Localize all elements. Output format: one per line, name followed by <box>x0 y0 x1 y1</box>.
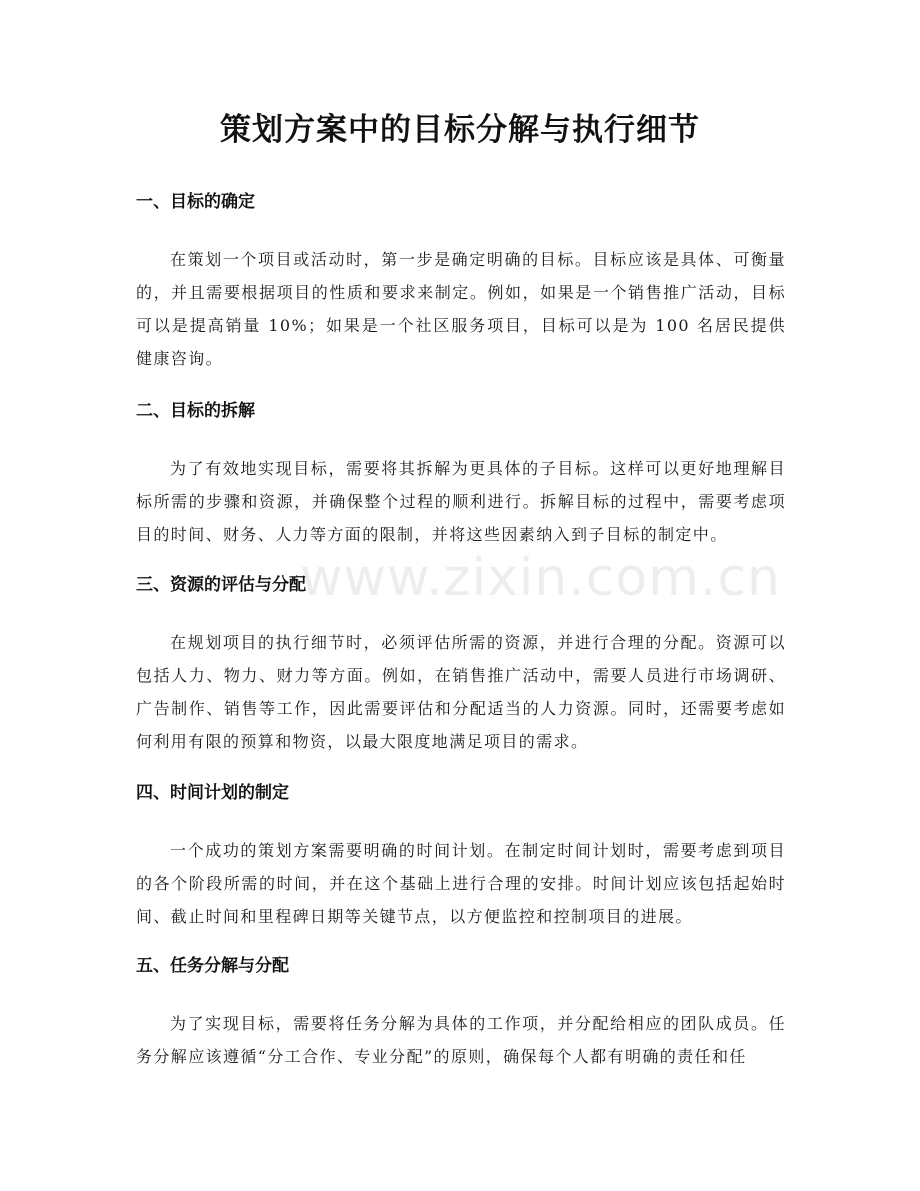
section-goal-setting <box>136 189 786 375</box>
section-heading: 五、任务分解与分配 <box>136 956 289 976</box>
section-heading: 二、目标的拆解 <box>136 401 255 421</box>
section-resource-allocation <box>136 572 786 758</box>
section-paragraph: 为了有效地实现目标，需要将其拆解为更具体的子目标。这样可以更好地理解目标所需的步骤和资源，并确保整个过程的顺利进行。拆解目标的过程中，需要考虑项目的时间、财务、人力等方面的限制，并将这些因素纳入到子目标的制定中。 <box>136 459 786 544</box>
section-heading: 四、时间计划的制定 <box>136 783 289 803</box>
section-goal-breakdown <box>136 398 786 551</box>
section-time-plan <box>136 780 786 933</box>
section-heading: 一、目标的确定 <box>136 192 255 212</box>
section-paragraph: 在规划项目的执行细节时，必须评估所需的资源，并进行合理的分配。资源可以包括人力、物力、财力等方面。例如，在销售推广活动中，需要人员进行市场调研、广告制作、销售等工作，因此需要评估和分配适当的人力资源。同时，还需要考虑如何利用有限的预算和物资，以最大限度地满足项目的需求。 <box>136 633 786 751</box>
section-heading: 三、资源的评估与分配 <box>136 575 306 595</box>
section-paragraph: 为了实现目标，需要将任务分解为具体的工作项，并分配给相应的团队成员。任务分解应该遵循“分工合作、专业分配”的原则，确保每个人都有明确的责任和任 <box>136 1014 786 1066</box>
section-task-assignment <box>136 953 786 1073</box>
document-title: 策划方案中的目标分解与执行细节 <box>220 112 700 148</box>
watermark: www.zixin.com.cn <box>300 548 781 608</box>
section-paragraph: 在策划一个项目或活动时，第一步是确定明确的目标。目标应该是具体、可衡量的，并且需要根据项目的性质和要求来制定。例如，如果是一个销售推广活动，目标可以是提高销量 10%；如果是一个社区服务项目，目标可以是为 100 名居民提供健康咨询。 <box>136 250 786 368</box>
section-paragraph: 一个成功的策划方案需要明确的时间计划。在制定时间计划时，需要考虑到项目的各个阶段所需的时间，并在这个基础上进行合理的安排。时间计划应该包括起始时间、截止时间和里程碑日期等关键节点，以方便监控和控制项目的进展。 <box>136 841 786 926</box>
